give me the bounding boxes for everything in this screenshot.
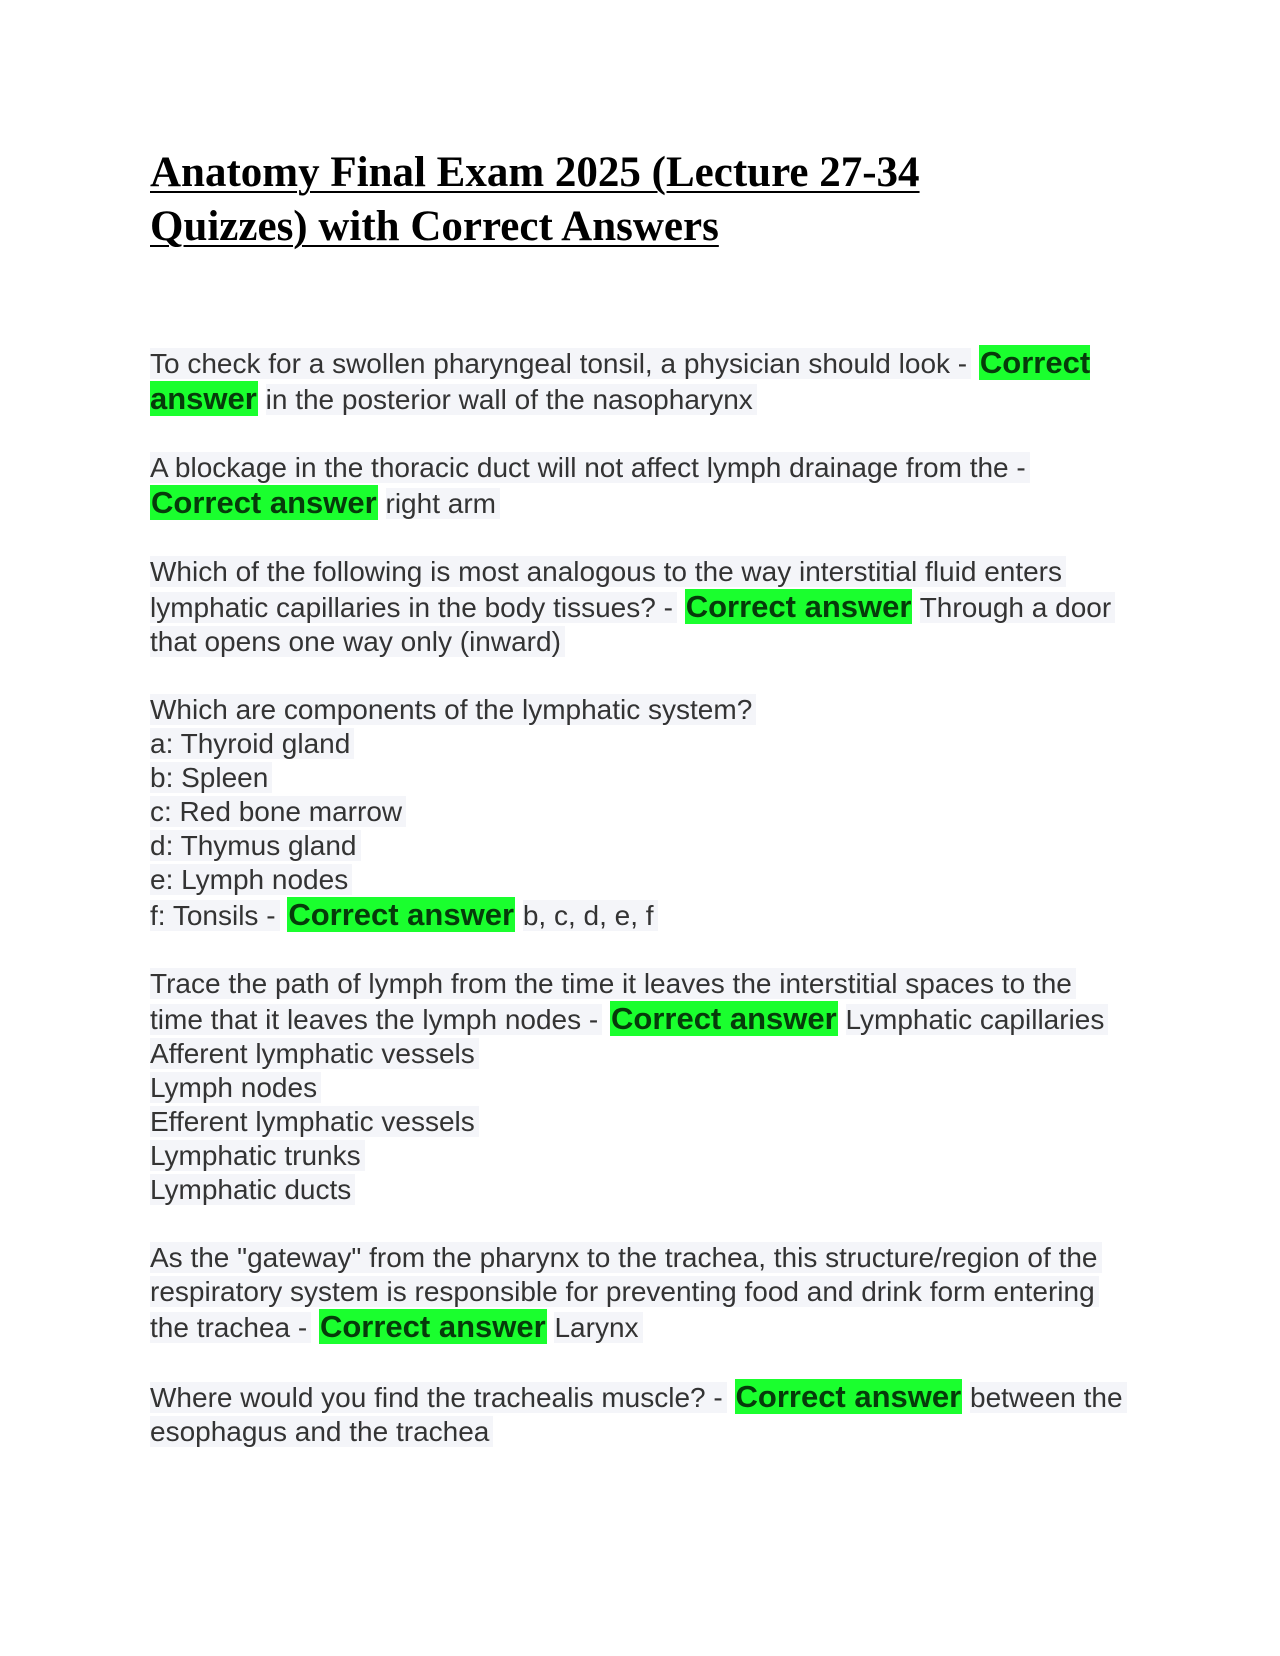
question-text: Trace the path of lymph from the time it leaves the interstitial spaces to the time that it leaves the lymph nodes - — [150, 968, 1076, 1035]
option-text: d: Thymus gland — [150, 830, 361, 861]
qa-item — [150, 1241, 1130, 1345]
answer-text: Larynx — [554, 1312, 642, 1343]
option-line — [150, 795, 1130, 829]
answer-line-text: Efferent lymphatic vessels — [150, 1106, 479, 1137]
option-text: c: Red bone marrow — [150, 796, 406, 827]
question-text: A blockage in the thoracic duct will not affect lymph drainage from the - — [150, 452, 1030, 483]
correct-answer-label: Correct answer — [611, 1001, 837, 1036]
option-line — [150, 863, 1130, 897]
option-text: e: Lymph nodes — [150, 864, 352, 895]
answer-line-text: Lymph nodes — [150, 1072, 321, 1103]
option-text: f: Tonsils - — [150, 900, 280, 931]
question-text: Which of the following is most analogous to the way interstitial fluid enters lymphatic capillaries in the body tissues? - — [150, 556, 1066, 623]
qa-item — [150, 967, 1130, 1207]
answer-line-text: Lymphatic ducts — [150, 1174, 355, 1205]
answer-text: right arm — [386, 488, 500, 519]
option-text: a: Thyroid gland — [150, 728, 354, 759]
answer-text: between the esophagus and the trachea — [150, 1382, 1127, 1447]
document-title: Anatomy Final Exam 2025 (Lecture 27-34 Quizzes) with Correct Answers — [150, 149, 920, 250]
answer-line — [150, 1139, 1130, 1173]
correct-answer-label: Correct answer — [288, 897, 515, 932]
question-text: Where would you find the trachealis muscle? - — [150, 1382, 727, 1413]
answer-line-text: Lymphatic trunks — [150, 1140, 365, 1171]
option-line — [150, 761, 1130, 795]
answer-text: Lymphatic capillaries — [846, 1004, 1109, 1035]
answer-text: in the posterior wall of the nasopharynx — [266, 384, 757, 415]
option-line — [150, 727, 1130, 761]
correct-answer-label: Correct answer — [319, 1309, 546, 1344]
option-text: b: Spleen — [150, 762, 272, 793]
answer-line — [150, 1173, 1130, 1207]
correct-answer-label: Correct answer — [685, 589, 912, 624]
option-line — [150, 897, 1130, 933]
correct-answer-label: Correct answer — [735, 1379, 962, 1414]
correct-answer-label: Correct answer — [150, 345, 1091, 416]
answer-text: b, c, d, e, f — [523, 900, 658, 931]
question-line — [150, 693, 1130, 727]
qa-item — [150, 451, 1130, 521]
question-text: Which are components of the lymphatic system? — [150, 694, 756, 725]
question-text: As the "gateway" from the pharynx to the trachea, this structure/region of the respiratory system is responsible for preventing food and drink form entering the trachea - — [150, 1242, 1102, 1343]
answer-line — [150, 1037, 1130, 1071]
question-text: To check for a swollen pharyngeal tonsil, a physician should look - — [150, 348, 971, 379]
qa-item — [150, 555, 1130, 659]
qa-item — [150, 693, 1130, 933]
qa-list — [150, 345, 1130, 1483]
answer-line — [150, 1105, 1130, 1139]
answer-line-text: Afferent lymphatic vessels — [150, 1038, 479, 1069]
answer-line — [150, 1071, 1130, 1105]
qa-item — [150, 1379, 1130, 1449]
answer-text: Through a door that opens one way only (inward) — [150, 592, 1115, 657]
option-line — [150, 829, 1130, 863]
correct-answer-label: Correct answer — [151, 485, 377, 520]
qa-item — [150, 345, 1130, 417]
